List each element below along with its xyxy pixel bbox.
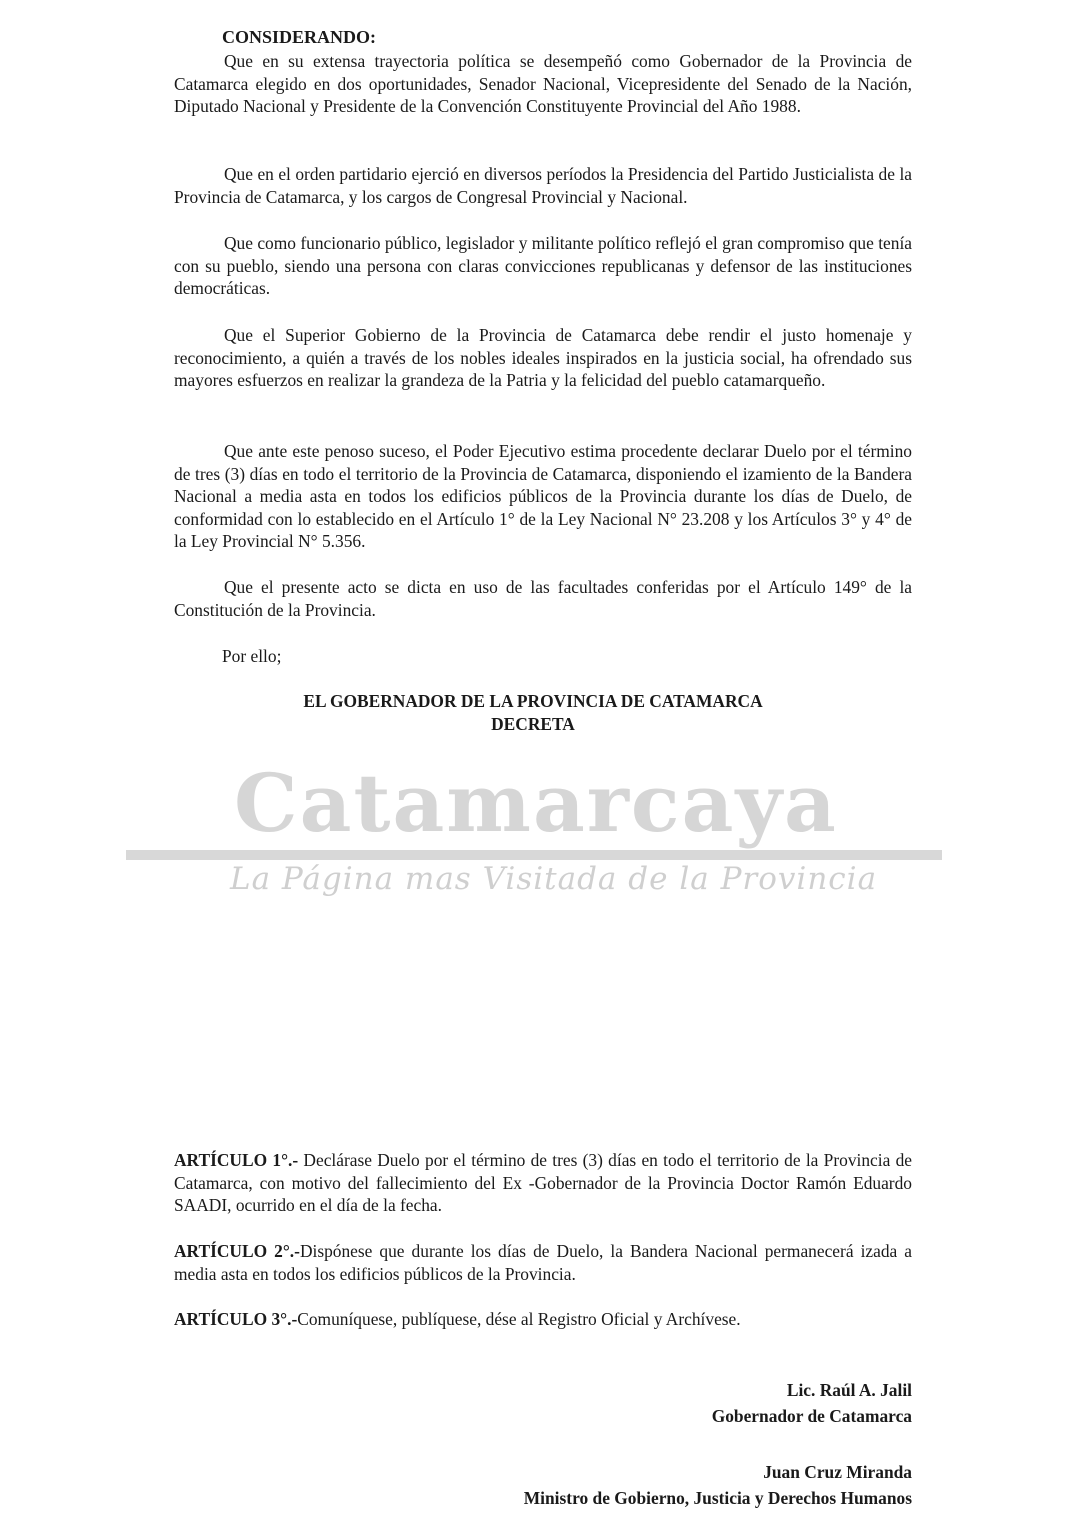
watermark-subtitle: La Página mas Visitada de la Provincia (230, 861, 878, 897)
considerando-paragraph-5: Que ante este penoso suceso, el Poder Ejecutivo estima procedente declarar Duelo por el término de tres (3) días en todo el territorio de la Provincia de Catamarca, disponiendo el izamiento de la Bandera Nacional a media asta en todos los edificios públicos de la Provincia durante los días de Duelo, de conformidad con lo establecido en el Artículo 1° de la Ley Nacional N° 23.208 y los Artículos 3° y 4° de la Ley Provincial N° 5.356. (174, 441, 912, 552)
considerando-heading: CONSIDERANDO: (222, 27, 377, 47)
por-ello-text: Por ello; (222, 646, 282, 666)
signature-governor (712, 1377, 912, 1429)
signature-governor-role: Gobernador de Catamarca (711, 1406, 912, 1426)
decree-title-line-1: EL GOBERNADOR DE LA PROVINCIA DE CATAMARCA (303, 691, 763, 711)
article-1-text: Declárase Duelo por el término de tres (3) días en todo el territorio de la Provincia de Catamarca, con motivo del fallecimiento del Ex -Gobernador de la Provincia Doctor Ramón Eduardo SAADI, ocurrido en el día de la fecha. (174, 1150, 912, 1216)
decree-title-line-2: DECRETA (491, 714, 575, 734)
article-3 (174, 1308, 912, 1331)
signature-minister (524, 1459, 912, 1511)
considerando-paragraph-4: Que el Superior Gobierno de la Provincia de Catamarca debe rendir el justo homenaje y reconocimiento, a quién a través de los nobles ideales inspirados en la justicia social, ha ofrendado sus mayores esfuerzos en realizar la grandeza de la Patria y la felicidad del pueblo catamarqueño. (174, 325, 912, 391)
article-1-label: ARTÍCULO 1°.- (174, 1150, 299, 1170)
article-2-label: ARTÍCULO 2°.- (174, 1241, 300, 1261)
signature-minister-role: Ministro de Gobierno, Justicia y Derechos Humanos (523, 1488, 912, 1508)
watermark-title: Catamarcaya (234, 756, 838, 850)
considerando-paragraph-6: Que el presente acto se dicta en uso de las facultades conferidas por el Artículo 149° de la Constitución de la Provincia. (174, 577, 912, 620)
article-3-text: Comuníquese, publíquese, dése al Registro Oficial y Archívese. (297, 1309, 741, 1329)
considerando-paragraph-2: Que en el orden partidario ejerció en diversos períodos la Presidencia del Partido Justicialista de la Provincia de Catamarca, y los cargos de Congresal Provincial y Nacional. (174, 164, 912, 207)
article-2-text: Dispónese que durante los días de Duelo, la Bandera Nacional permanecerá izada a media asta en todos los edificios públicos de la Provincia. (174, 1241, 912, 1284)
watermark (126, 755, 942, 905)
article-3-label: ARTÍCULO 3°.- (174, 1309, 298, 1329)
signature-governor-name: Lic. Raúl A. Jalil (786, 1380, 912, 1400)
article-2 (174, 1240, 912, 1285)
signature-minister-name: Juan Cruz Miranda (763, 1462, 912, 1482)
considerando-paragraph-1: Que en su extensa trayectoria política se desempeñó como Gobernador de la Provincia de Catamarca elegido en dos oportunidades, Senador Nacional, Vicepresidente del Senado de la Nación, Diputado Nacional y Presidente de la Convención Constituyente Provincial del Año 1988. (174, 51, 912, 117)
article-1 (174, 1149, 912, 1217)
decree-title (174, 690, 912, 736)
considerando-paragraph-3: Que como funcionario público, legislador y militante político reflejó el gran compromiso que tenía con su pueblo, siendo una persona con claras convicciones republicanas y defensor de las instituciones democráticas. (174, 233, 912, 299)
